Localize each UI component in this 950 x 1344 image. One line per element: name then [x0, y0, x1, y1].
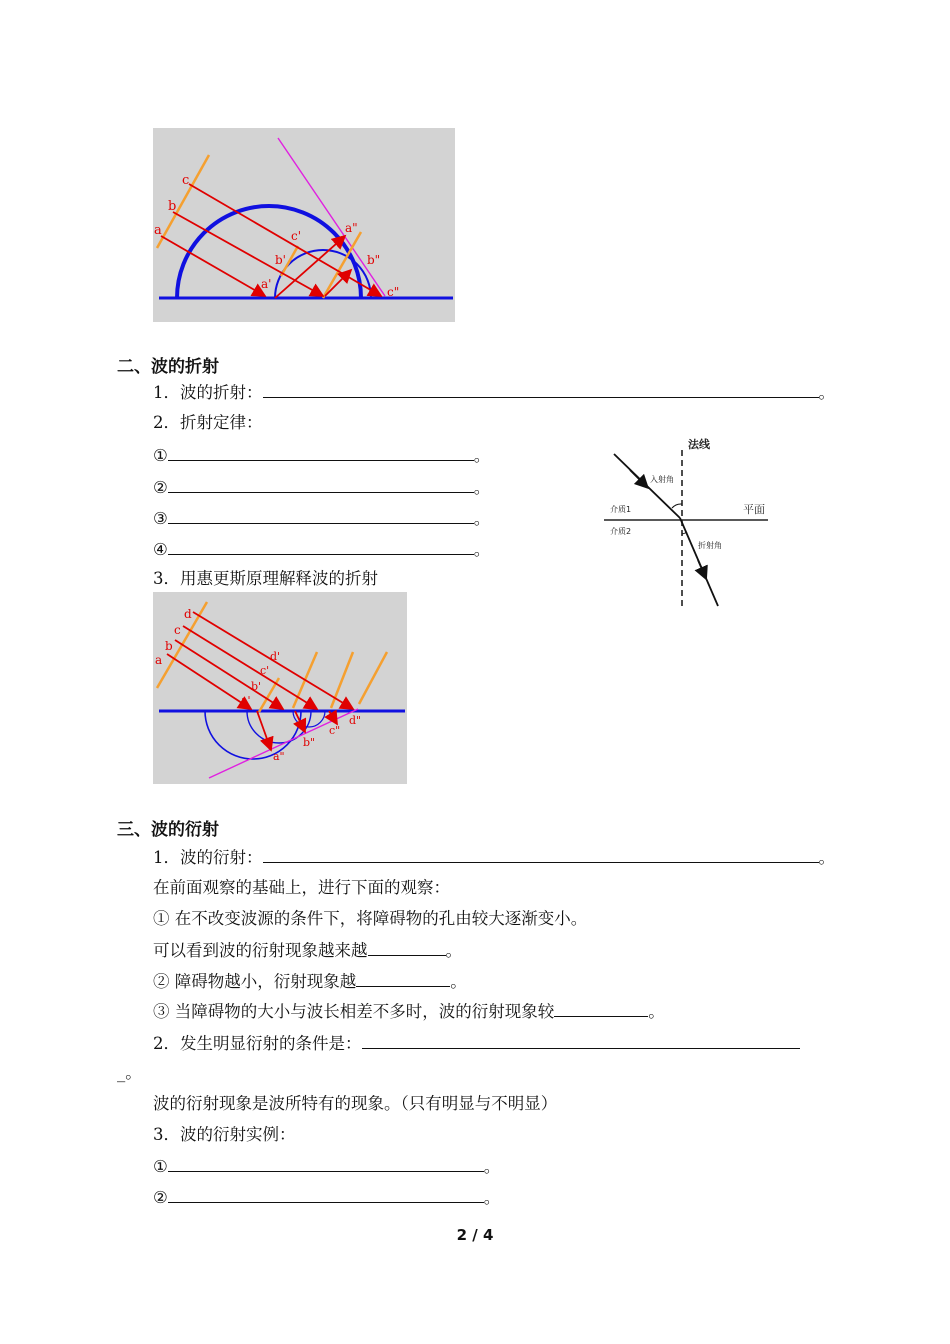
- law-blank-4-field[interactable]: [168, 538, 474, 555]
- reflection-diagram: [153, 128, 455, 322]
- refraction-law-label: 2．折射定律：: [153, 413, 263, 432]
- label-a-double: a": [345, 221, 358, 235]
- example-blank-1-field[interactable]: [168, 1155, 484, 1172]
- wavefront-5: [359, 652, 387, 704]
- diffraction-note: 波的衍射现象是波所特有的现象。（只有明显与不明显）: [153, 1094, 558, 1113]
- incident-angle-label: 入射角: [650, 475, 674, 484]
- diffraction-definition-label: 1．波的衍射：: [153, 848, 263, 867]
- marker-1: ①: [153, 446, 168, 465]
- refracted-arrow-icon: [698, 560, 704, 574]
- medium1-label: 介质1: [610, 505, 632, 514]
- label-b: b: [165, 639, 173, 653]
- label-a: a: [155, 653, 163, 667]
- label-c-double: c": [329, 724, 341, 737]
- refraction-definition-line: [153, 381, 835, 404]
- label-d-prime: d': [270, 650, 281, 663]
- label-c-prime: c': [291, 229, 302, 243]
- observation-1b-text: 可以看到波的衍射现象越来越: [153, 941, 368, 960]
- line-end: 。: [450, 972, 467, 991]
- line-end: 。: [483, 1188, 501, 1207]
- label-c: c: [174, 623, 181, 637]
- reflection-figure: [153, 128, 455, 322]
- observation-3-blank[interactable]: [554, 1000, 648, 1017]
- refraction-definition-blank[interactable]: [263, 381, 819, 398]
- refraction-law-diagram: [600, 430, 780, 612]
- line-end: 。: [473, 478, 491, 497]
- line-end: 。: [818, 848, 835, 867]
- example-blank-2-field[interactable]: [168, 1186, 484, 1203]
- diffraction-condition-cont: _。: [117, 1063, 142, 1082]
- line-end: 。: [473, 540, 491, 559]
- observation-1b-line: [153, 939, 462, 962]
- diffraction-condition-label: 2．发生明显衍射的条件是：: [153, 1034, 362, 1053]
- law-blank-3-field[interactable]: [168, 507, 474, 524]
- label-a-prime: a': [261, 277, 272, 291]
- label-d: d: [184, 607, 192, 621]
- label-d-double: d": [349, 714, 362, 727]
- label-b-double: b": [303, 736, 316, 749]
- observation-1b-blank[interactable]: [368, 939, 446, 956]
- law-blank-1-field[interactable]: [168, 444, 474, 461]
- label-b-double: b": [367, 253, 381, 267]
- refracted-ray-a: [257, 711, 271, 750]
- line-end: 。: [445, 941, 462, 960]
- marker-2: ②: [153, 1188, 168, 1207]
- diffraction-condition-blank[interactable]: [362, 1032, 800, 1049]
- incident-angle-arc: [672, 504, 682, 508]
- refraction-diagram: [153, 592, 407, 784]
- law-blank-3: [153, 507, 490, 530]
- law-blank-1: [153, 444, 490, 467]
- ray-b: [173, 212, 323, 296]
- law-blank-2-field[interactable]: [168, 476, 474, 493]
- marker-2: ②: [153, 478, 168, 497]
- line-end: 。: [648, 1002, 665, 1021]
- label-c-prime: c': [260, 664, 270, 677]
- page-number: 2 / 4: [456, 1226, 494, 1244]
- marker-1: ①: [153, 1157, 168, 1176]
- observe-intro: 在前面观察的基础上，进行下面的观察：: [153, 878, 450, 897]
- observation-3-line: [153, 1000, 665, 1023]
- observation-3-text: ③ 当障碍物的大小与波长相差不多时，波的衍射现象较: [153, 1002, 555, 1021]
- line-end: 。: [483, 1157, 501, 1176]
- law-blank-2: [153, 476, 490, 499]
- diffraction-definition-blank[interactable]: [263, 846, 819, 863]
- marker-4: ④: [153, 540, 168, 559]
- marker-3: ③: [153, 509, 168, 528]
- medium2-label: 介质2: [610, 527, 632, 536]
- huygens-refraction-label: 3．用惠更斯原理解释波的折射: [153, 569, 378, 588]
- label-c: c: [182, 173, 190, 188]
- normal-label: 法线: [688, 438, 710, 451]
- plane-label: 平面: [743, 503, 765, 516]
- wavelet-c: [293, 711, 325, 727]
- section3-heading: 三、波的衍射: [117, 820, 219, 840]
- wavefront-4: [331, 652, 353, 708]
- observation-1: ① 在不改变波源的条件下，将障碍物的孔由较大逐渐变小。: [153, 909, 588, 928]
- line-end: 。: [473, 509, 491, 528]
- refraction-angle-label: 折射角: [698, 541, 722, 550]
- line-end: 。: [473, 446, 491, 465]
- refracted-wavefront: [209, 709, 358, 778]
- incident-arrow-icon: [630, 470, 644, 484]
- label-a-prime: a': [241, 694, 251, 707]
- example-blank-1: [153, 1155, 500, 1178]
- example-blank-2: [153, 1186, 500, 1209]
- observation-2-line: [153, 970, 467, 993]
- line-end: 。: [818, 383, 835, 402]
- observation-2-text: ② 障碍物越小，衍射现象越: [153, 972, 357, 991]
- label-b-prime: b': [275, 253, 286, 267]
- diffraction-examples-label: 3．波的衍射实例：: [153, 1125, 296, 1144]
- label-a: a: [154, 223, 162, 238]
- observation-2-blank[interactable]: [356, 970, 450, 987]
- reflected-wavefront: [278, 138, 385, 296]
- section2-heading: 二、波的折射: [117, 357, 219, 377]
- law-blank-4: [153, 538, 490, 561]
- refraction-definition-label: 1．波的折射：: [153, 383, 263, 402]
- wavelet-a: [205, 711, 301, 759]
- diffraction-definition-line: [153, 846, 835, 869]
- label-b-prime: b': [251, 680, 262, 693]
- refraction-figure: [153, 592, 407, 784]
- ray-c: [189, 184, 381, 296]
- label-c-double: c": [387, 285, 400, 299]
- label-a-double: a": [273, 750, 285, 763]
- diffraction-condition-line: [153, 1032, 800, 1055]
- label-b: b: [168, 199, 177, 214]
